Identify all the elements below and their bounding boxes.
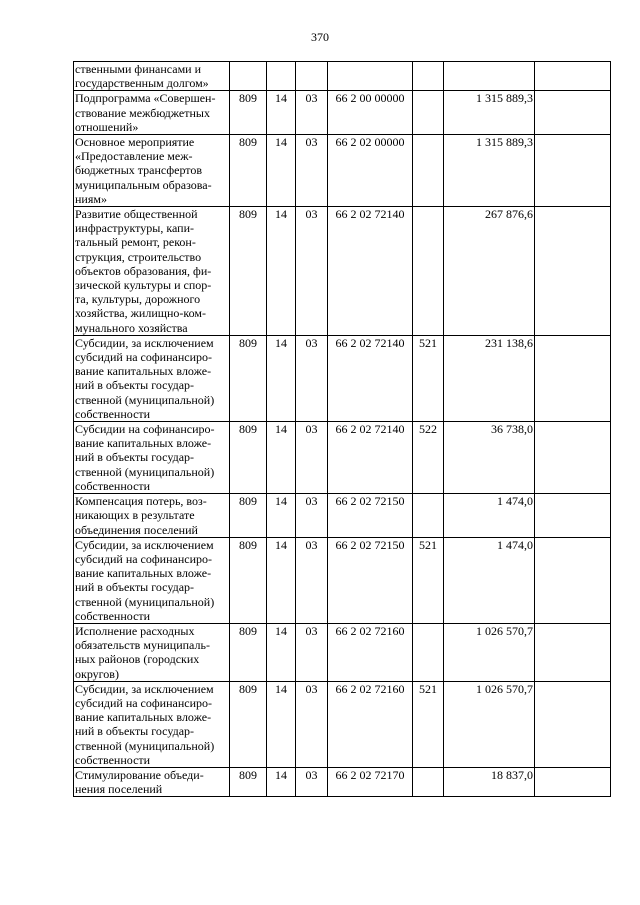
expense-type-cell [413, 62, 444, 91]
expense-name-cell: Субсидии, за исключением субсидий на софинансиро- вание капитальных вложе- ний в объекты государ- ственной (муниципальной) собственности [74, 537, 230, 623]
amount-cell: 18 837,0 [444, 767, 535, 796]
extra-cell [535, 767, 611, 796]
expense-name-cell: Исполнение расходных обязательств муниципаль- ных районов (городских округов) [74, 623, 230, 681]
ministry-code-cell: 809 [230, 681, 267, 767]
expense-name-cell: Стимулирование объеди- нения поселений [74, 767, 230, 796]
budget-table [73, 61, 611, 797]
section-code-cell: 14 [267, 91, 296, 135]
expense-type-cell [413, 135, 444, 207]
amount-cell: 267 876,6 [444, 207, 535, 336]
extra-cell [535, 335, 611, 421]
ministry-code-cell: 809 [230, 135, 267, 207]
amount-cell: 1 474,0 [444, 537, 535, 623]
table-row [74, 537, 611, 623]
amount-cell: 1 315 889,3 [444, 91, 535, 135]
expense-name-cell: Развитие общественной инфраструктуры, капи- тальный ремонт, рекон- струкция, строительство объектов образования, фи- зической культуры и спор- та, культуры, дорожного хозяйства, жилищно-ком- мунального хозяйства [74, 207, 230, 336]
extra-cell [535, 91, 611, 135]
extra-cell [535, 537, 611, 623]
expense-name-cell: Подпрограмма «Совершен- ствование межбюджетных отношений» [74, 91, 230, 135]
amount-cell: 1 026 570,7 [444, 623, 535, 681]
subsection-code-cell: 03 [296, 91, 328, 135]
table-row [74, 62, 611, 91]
expense-name-cell: Компенсация потерь, воз- никающих в результате объединения поселений [74, 494, 230, 538]
section-code-cell: 14 [267, 767, 296, 796]
table-row [74, 207, 611, 336]
expense-type-cell: 521 [413, 537, 444, 623]
section-code-cell: 14 [267, 422, 296, 494]
expense-type-cell [413, 91, 444, 135]
expense-name-cell: Субсидии, за исключением субсидий на софинансиро- вание капитальных вложе- ний в объекты государ- ственной (муниципальной) собственности [74, 681, 230, 767]
subsection-code-cell: 03 [296, 422, 328, 494]
extra-cell [535, 422, 611, 494]
expense-type-cell: 522 [413, 422, 444, 494]
target-article-cell: 66 2 02 72140 [328, 335, 413, 421]
target-article-cell: 66 2 02 72140 [328, 207, 413, 336]
ministry-code-cell: 809 [230, 767, 267, 796]
table-row [74, 422, 611, 494]
target-article-cell: 66 2 02 72150 [328, 537, 413, 623]
ministry-code-cell: 809 [230, 335, 267, 421]
target-article-cell: 66 2 02 72160 [328, 681, 413, 767]
section-code-cell: 14 [267, 207, 296, 336]
amount-cell: 1 315 889,3 [444, 135, 535, 207]
expense-type-cell: 521 [413, 681, 444, 767]
subsection-code-cell: 03 [296, 494, 328, 538]
target-article-cell: 66 2 02 72170 [328, 767, 413, 796]
table-row [74, 623, 611, 681]
ministry-code-cell: 809 [230, 494, 267, 538]
expense-name-cell: Основное мероприятие «Предоставление меж- бюджетных трансфертов муниципальным образова- ниям» [74, 135, 230, 207]
ministry-code-cell: 809 [230, 91, 267, 135]
amount-cell: 1 474,0 [444, 494, 535, 538]
subsection-code-cell: 03 [296, 767, 328, 796]
page-number: 370 [311, 30, 329, 44]
amount-cell: 231 138,6 [444, 335, 535, 421]
subsection-code-cell: 03 [296, 207, 328, 336]
section-code-cell: 14 [267, 681, 296, 767]
subsection-code-cell: 03 [296, 335, 328, 421]
expense-type-cell [413, 207, 444, 336]
extra-cell [535, 135, 611, 207]
expense-name-cell: ственными финансами и государственным долгом» [74, 62, 230, 91]
target-article-cell: 66 2 02 00000 [328, 135, 413, 207]
ministry-code-cell: 809 [230, 537, 267, 623]
ministry-code-cell [230, 62, 267, 91]
extra-cell [535, 681, 611, 767]
ministry-code-cell: 809 [230, 623, 267, 681]
subsection-code-cell: 03 [296, 623, 328, 681]
table-row [74, 494, 611, 538]
table-row [74, 135, 611, 207]
extra-cell [535, 62, 611, 91]
table-row [74, 681, 611, 767]
extra-cell [535, 494, 611, 538]
section-code-cell: 14 [267, 537, 296, 623]
section-code-cell: 14 [267, 135, 296, 207]
expense-type-cell [413, 767, 444, 796]
subsection-code-cell [296, 62, 328, 91]
target-article-cell [328, 62, 413, 91]
target-article-cell: 66 2 02 72150 [328, 494, 413, 538]
subsection-code-cell: 03 [296, 135, 328, 207]
subsection-code-cell: 03 [296, 537, 328, 623]
expense-type-cell [413, 623, 444, 681]
ministry-code-cell: 809 [230, 422, 267, 494]
expense-name-cell: Субсидии, за исключением субсидий на софинансиро- вание капитальных вложе- ний в объекты государ- ственной (муниципальной) собственности [74, 335, 230, 421]
section-code-cell: 14 [267, 494, 296, 538]
table-row [74, 335, 611, 421]
expense-type-cell [413, 494, 444, 538]
target-article-cell: 66 2 02 72160 [328, 623, 413, 681]
ministry-code-cell: 809 [230, 207, 267, 336]
subsection-code-cell: 03 [296, 681, 328, 767]
target-article-cell: 66 2 02 72140 [328, 422, 413, 494]
amount-cell: 1 026 570,7 [444, 681, 535, 767]
target-article-cell: 66 2 00 00000 [328, 91, 413, 135]
section-code-cell [267, 62, 296, 91]
section-code-cell: 14 [267, 623, 296, 681]
table-row [74, 91, 611, 135]
amount-cell [444, 62, 535, 91]
table-body [74, 62, 611, 797]
section-code-cell: 14 [267, 335, 296, 421]
amount-cell: 36 738,0 [444, 422, 535, 494]
table-row [74, 767, 611, 796]
extra-cell [535, 623, 611, 681]
expense-type-cell: 521 [413, 335, 444, 421]
expense-name-cell: Субсидии на софинансиро- вание капитальных вложе- ний в объекты государ- ственной (муниципальной) собственности [74, 422, 230, 494]
extra-cell [535, 207, 611, 336]
